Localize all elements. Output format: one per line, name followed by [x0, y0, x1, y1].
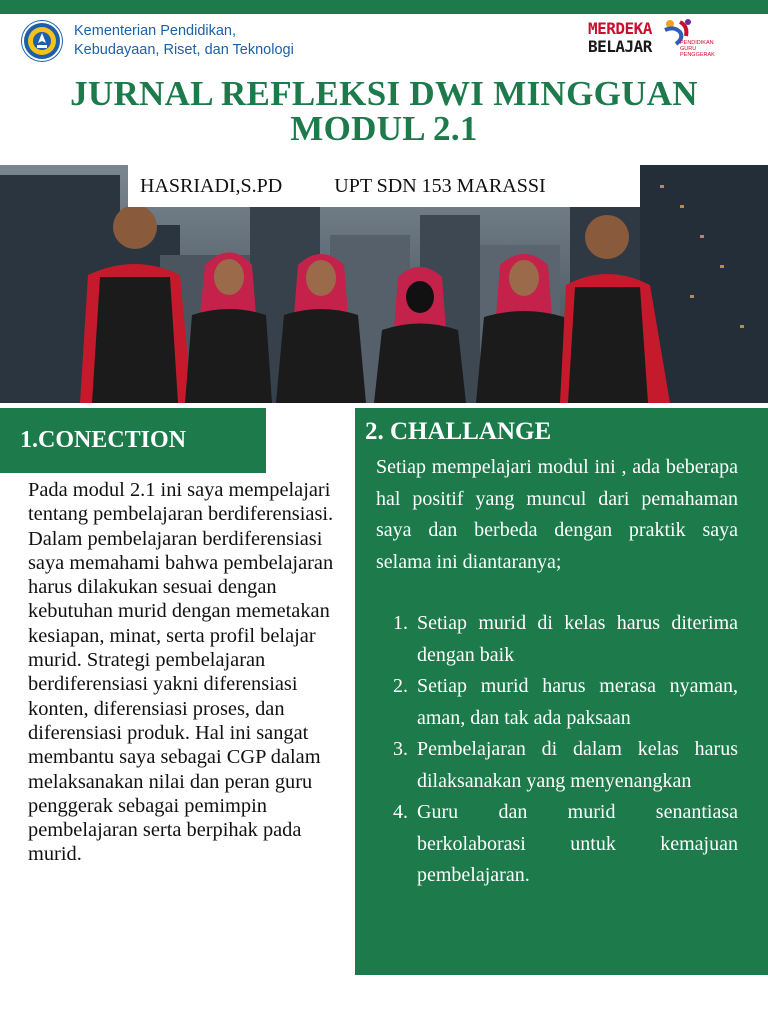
identity-strip — [128, 165, 640, 207]
section-challenge-panel — [355, 408, 768, 975]
list-item-number: 3. — [393, 738, 408, 760]
title-line2: MODUL 2.1 — [290, 109, 478, 148]
list-item-text: Setiap murid di kelas harus diterima dengan baik — [417, 612, 738, 666]
page-title — [0, 76, 768, 146]
pgp-line1: PENDIDIKAN — [680, 40, 714, 46]
ministry-name-line1: Kementerian Pendidikan, — [74, 23, 237, 39]
pgp-line3: PENGGERAK — [680, 52, 715, 58]
list-item — [393, 671, 738, 734]
belajar-word: BELAJAR — [588, 37, 652, 56]
list-item-text: Guru dan murid senantiasa berkolaborasi untuk kemajuan pembelajaran. — [417, 801, 738, 886]
section-connection-heading: 1.CONECTION — [0, 408, 266, 473]
ministry-branding — [22, 18, 294, 64]
top-accent-bar — [0, 0, 768, 14]
list-item-number: 1. — [393, 612, 408, 634]
list-item — [393, 734, 738, 797]
tut-wuri-handayani-logo — [22, 21, 62, 61]
section-challenge-heading: 2. CHALLANGE — [365, 418, 552, 445]
pendidikan-guru-penggerak-text — [680, 40, 728, 58]
ministry-name — [74, 22, 294, 60]
list-item-text: Pembelajaran di dalam kelas harus dilaksanakan yang menyenangkan — [417, 738, 738, 792]
merdeka-belajar-logo — [588, 18, 728, 62]
teacher-name: HASRIADI,S.PD — [140, 174, 283, 197]
school-name: UPT SDN 153 MARASSI — [334, 174, 546, 197]
list-item-number: 4. — [393, 801, 408, 823]
section-connection-body: Pada modul 2.1 ini saya mempelajari tentang pembelajaran berdiferensiasi. Dalam pembelajaran berdiferensiasi saya memahami bahwa pembelajaran harus dilakukan sesuai dengan kebutuhan murid dengan memetakan kesiapan, minat, serta profil belajar murid. Strategi pembelajaran berdiferensiasi yakni diferensiasi konten, diferensiasi proses, dan diferensiasi produk. Hal ini sangat membantu saya sebagai CGP dalam melaksanakan nilai dan peran guru penggerak sebagai pemimpin pembelajaran serta berpihak pada murid. — [28, 479, 334, 866]
ministry-name-line2: Kebudayaan, Riset, dan Teknologi — [74, 42, 294, 58]
list-item — [393, 608, 738, 671]
merdeka-word: MERDEKA — [588, 19, 652, 38]
challenge-list — [393, 608, 738, 892]
title-line1: JURNAL REFLEKSI DWI MINGGUAN — [70, 74, 698, 113]
pgp-line2: GURU — [680, 46, 697, 52]
list-item-text: Setiap murid harus merasa nyaman, aman, dan tak ada paksaan — [417, 675, 738, 729]
list-item — [393, 797, 738, 892]
section-challenge-intro: Setiap mempelajari modul ini , ada beberapa hal positif yang muncul dari pemahaman saya dan berbeda dengan praktik saya selama ini diantaranya; — [376, 456, 738, 573]
list-item-number: 2. — [393, 675, 408, 697]
